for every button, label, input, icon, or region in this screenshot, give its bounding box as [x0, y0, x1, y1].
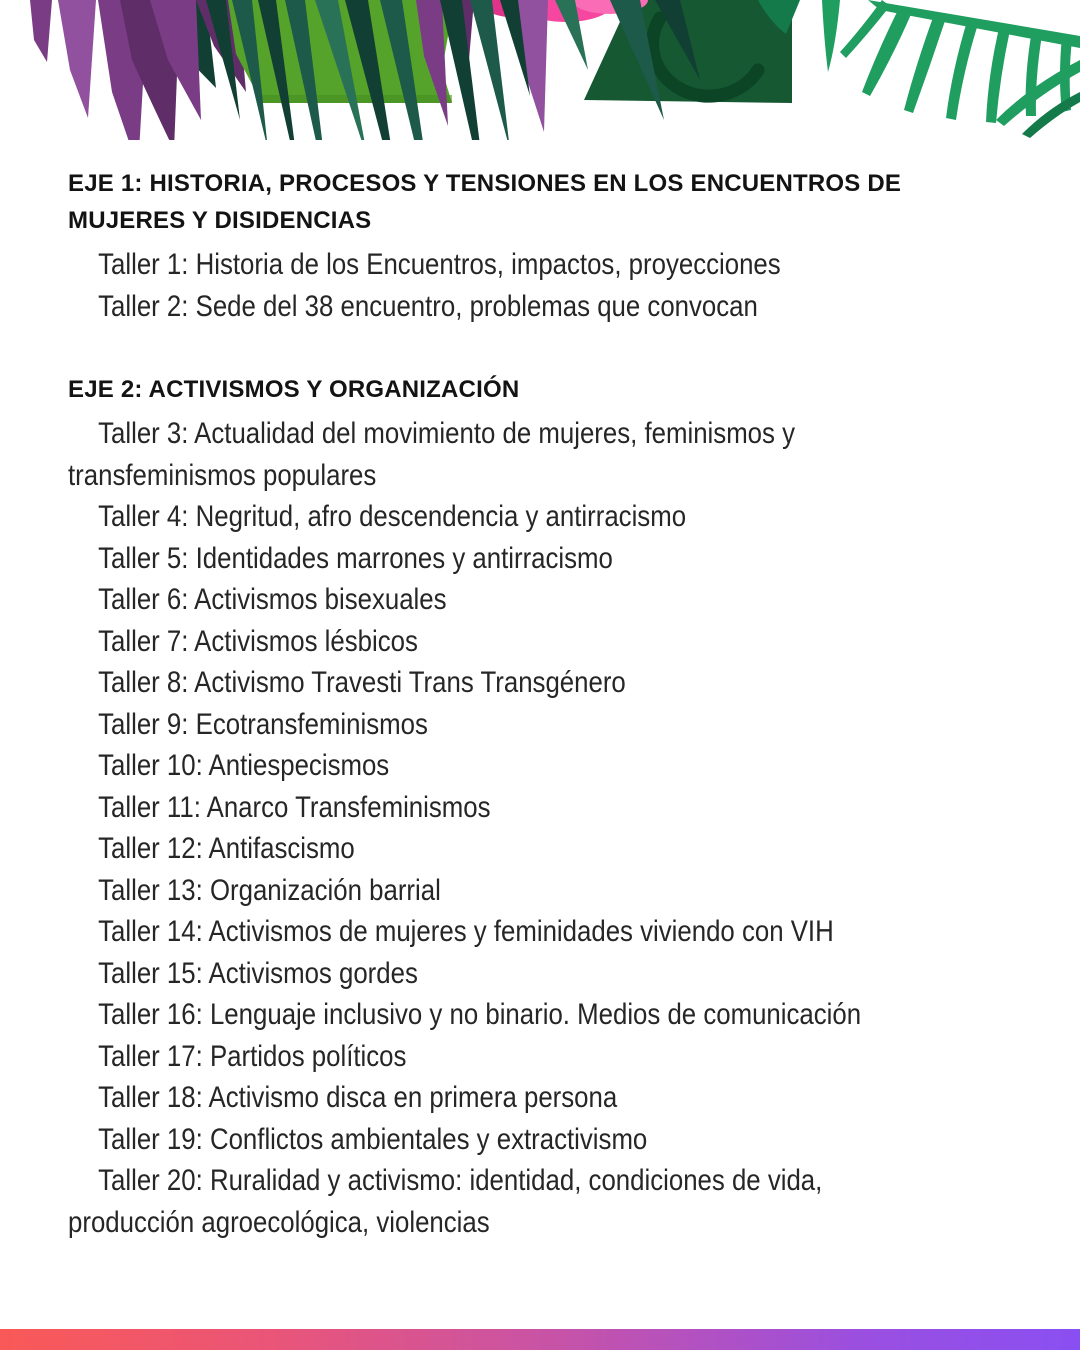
workshop-item [68, 828, 1028, 870]
workshop-line: Taller 18: Activismo disca en primera persona [98, 1081, 618, 1114]
workshop-line: Taller 12: Antifascismo [98, 832, 355, 865]
gradient-bar [0, 1329, 1080, 1350]
workshop-item [68, 244, 1028, 286]
workshop-line: transfeminismos populares [68, 458, 377, 492]
workshop-item [68, 911, 1028, 953]
workshop-item [68, 1160, 1028, 1243]
workshop-item [68, 1119, 1028, 1161]
workshop-line: Taller 1: Historia de los Encuentros, impactos, proyecciones [98, 248, 781, 281]
workshop-line: Taller 13: Organización barrial [98, 873, 441, 907]
workshop-line: Taller 8: Activismo Travesti Trans Transgénero [98, 666, 626, 699]
workshop-item [68, 994, 1028, 1036]
leaves-illustration [0, 0, 1080, 140]
workshop-item [68, 1077, 1028, 1119]
palm-leaf [758, 0, 1080, 138]
heading-line: EJE 2: ACTIVISMOS Y ORGANIZACIÓN [68, 376, 520, 403]
program-list [68, 165, 1028, 1243]
workshop-item [68, 538, 1028, 580]
leaves-illustration-svg [0, 0, 1080, 140]
workshop-item [68, 787, 1028, 829]
workshop-line: Taller 2: Sede del 38 encuentro, problemas que convocan [98, 289, 758, 323]
workshop-line: Taller 17: Partidos políticos [98, 1039, 407, 1073]
workshop-item [68, 870, 1028, 912]
workshop-line: Taller 3: Actualidad del movimiento de mujeres, feminismos y [98, 417, 796, 450]
workshop-item [68, 286, 1028, 328]
workshop-line: Taller 6: Activismos bisexuales [98, 583, 447, 616]
section-eje-2 [68, 371, 1028, 1243]
section-eje-1 [68, 165, 1028, 327]
workshop-line: Taller 19: Conflictos ambientales y extractivismo [98, 1122, 648, 1156]
workshop-line: producción agroecológica, violencias [68, 1205, 490, 1239]
workshop-line: Taller 20: Ruralidad y activismo: identidad, condiciones de vida, [98, 1164, 823, 1197]
heading-line: EJE 1: HISTORIA, PROCESOS Y TENSIONES EN LOS ENCUENTROS DE [68, 170, 902, 197]
workshop-item [68, 621, 1028, 663]
workshop-item [68, 413, 1028, 496]
workshop-line: Taller 9: Ecotransfeminismos [98, 707, 428, 741]
workshop-line: Taller 7: Activismos lésbicos [98, 624, 418, 658]
workshop-line: Taller 4: Negritud, afro descendencia y antirracismo [98, 500, 687, 533]
workshop-item [68, 745, 1028, 787]
workshop-item [68, 662, 1028, 704]
workshop-item [68, 953, 1028, 995]
workshop-line: Taller 10: Antiespecismos [98, 749, 390, 782]
workshop-item [68, 579, 1028, 621]
workshop-line: Taller 15: Activismos gordes [98, 956, 418, 990]
workshop-line: Taller 11: Anarco Transfeminismos [98, 790, 491, 824]
section-heading [68, 165, 1028, 239]
workshop-item [68, 496, 1028, 538]
workshop-item [68, 704, 1028, 746]
workshop-line: Taller 16: Lenguaje inclusivo y no binario. Medios de comunicación [98, 998, 862, 1031]
section-heading [68, 371, 1028, 408]
workshop-line: Taller 14: Activismos de mujeres y feminidades viviendo con VIH [98, 915, 834, 948]
workshop-line: Taller 5: Identidades marrones y antirracismo [98, 541, 613, 575]
heading-line: MUJERES Y DISIDENCIAS [68, 207, 372, 234]
workshop-item [68, 1036, 1028, 1078]
